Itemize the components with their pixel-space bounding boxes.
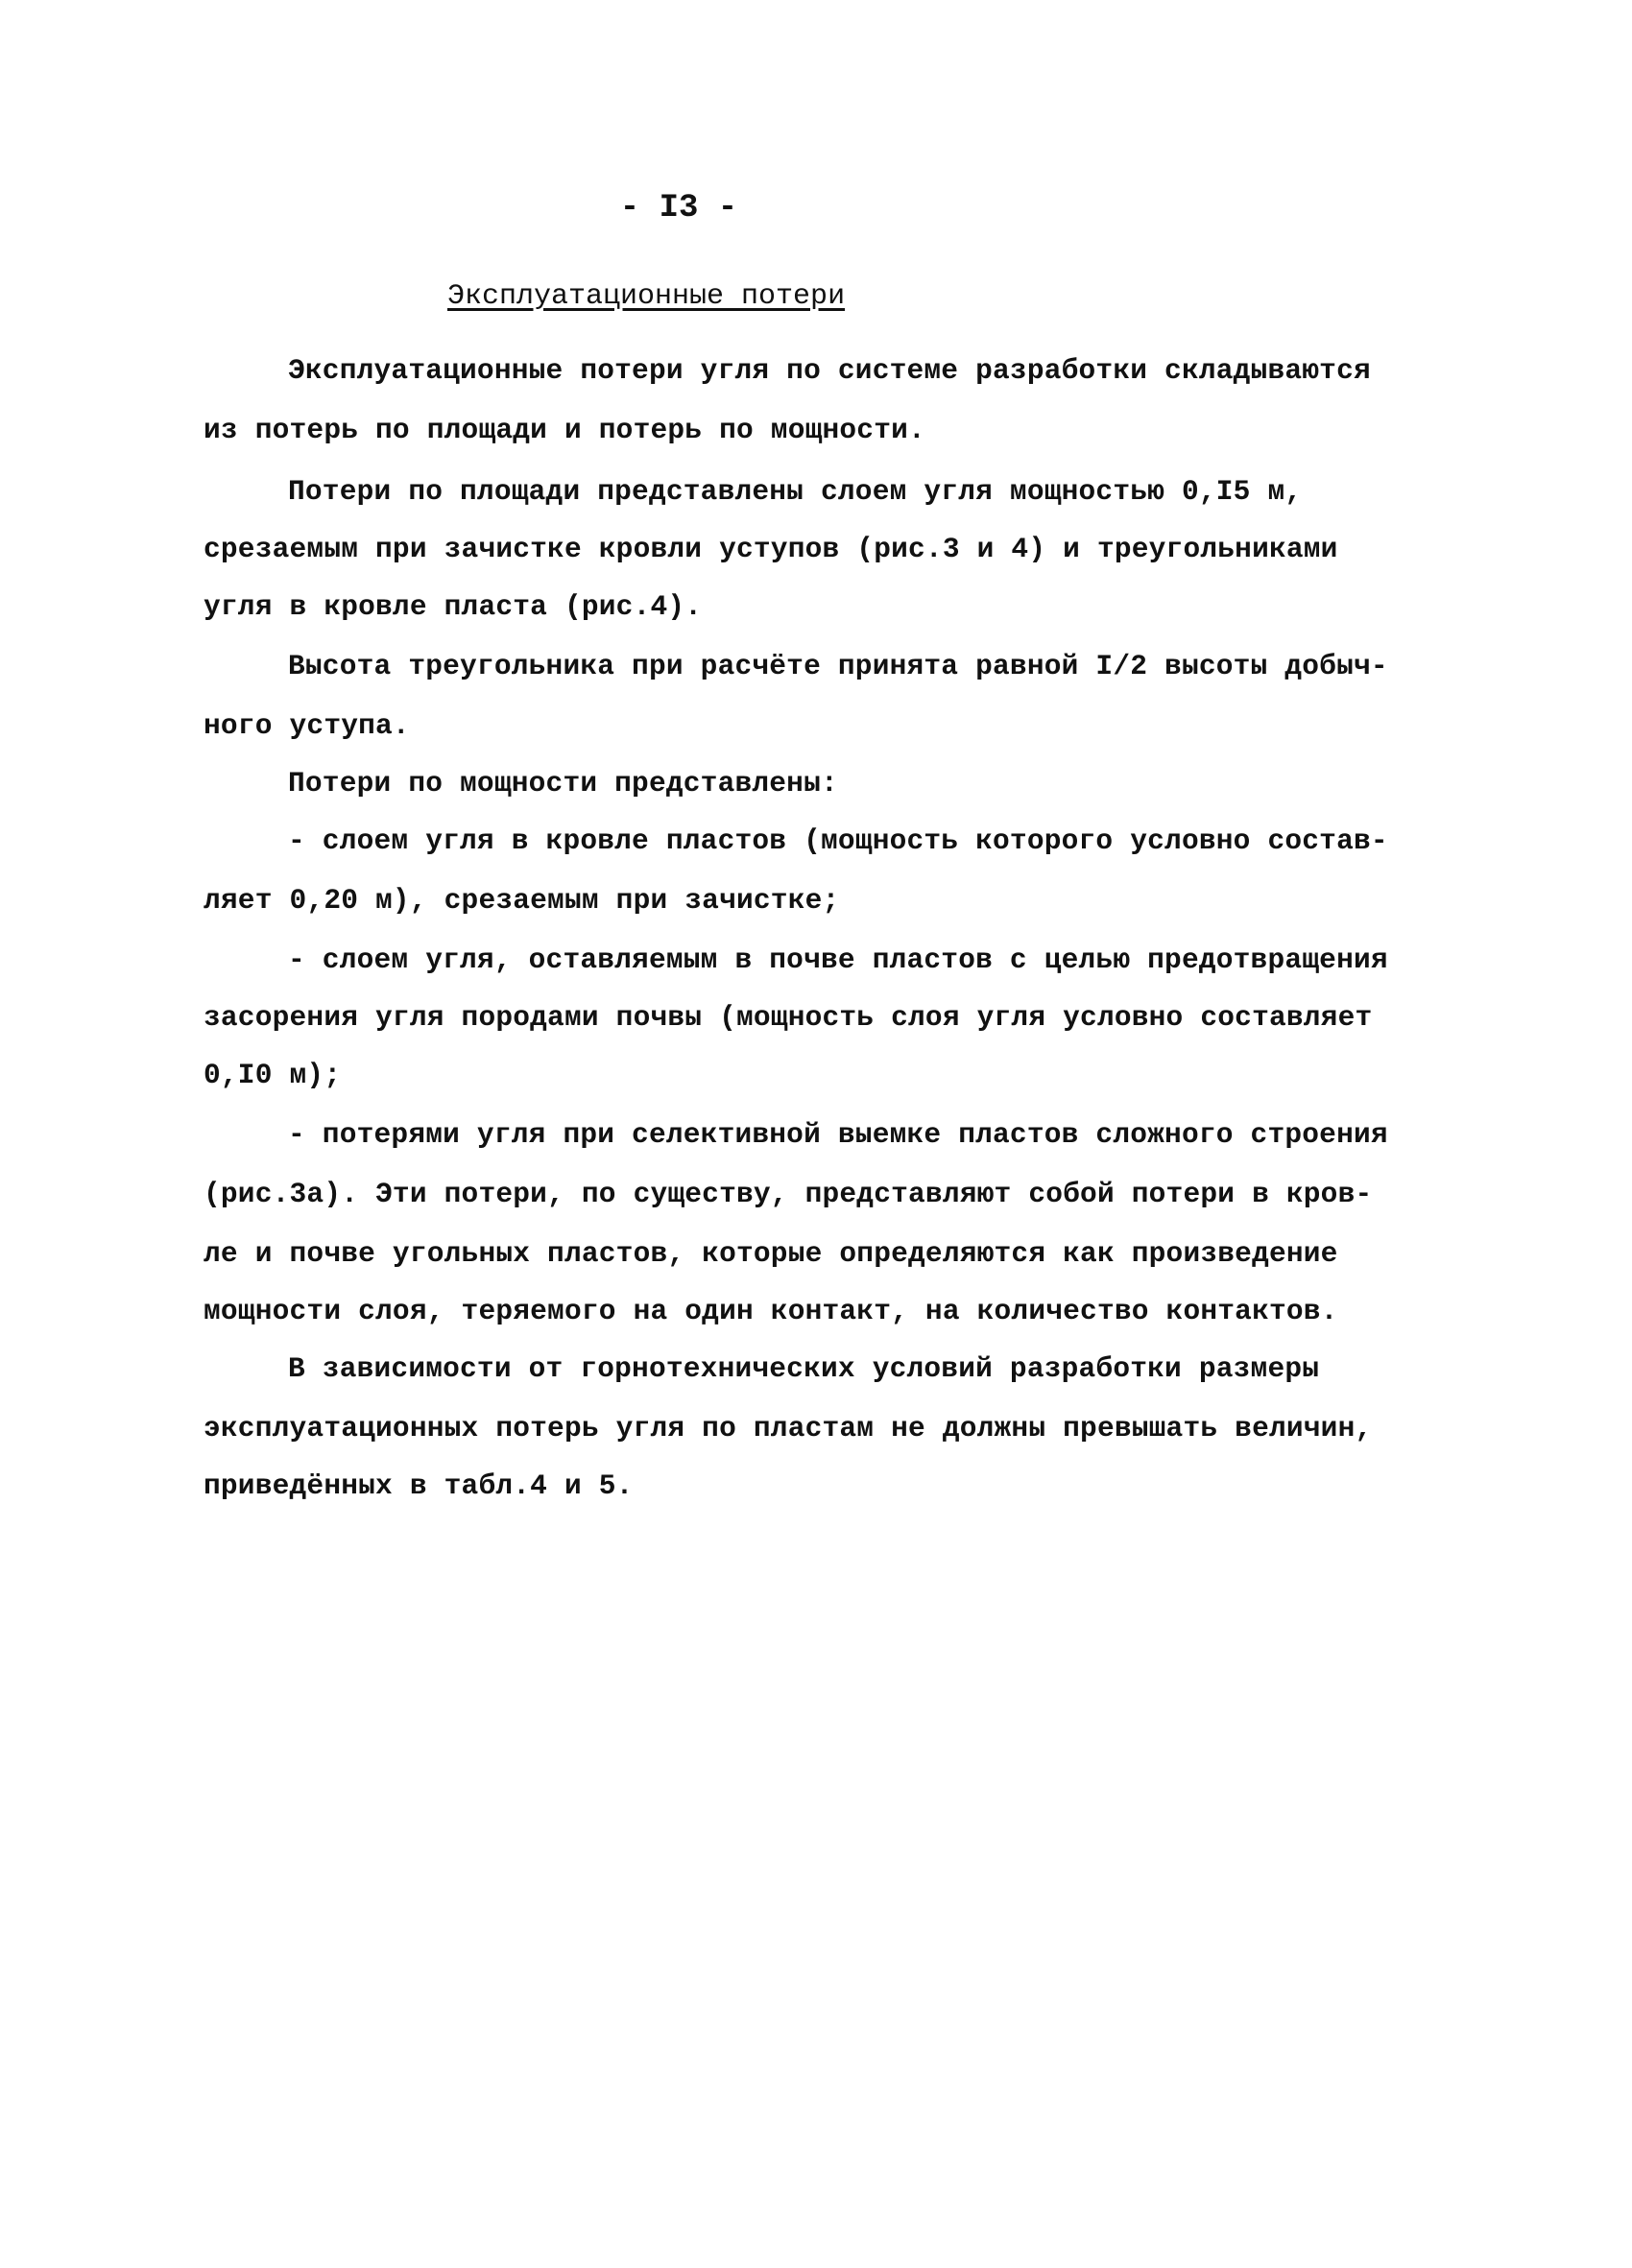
text-line: В зависимости от горнотехнических условий разработки размеры — [288, 1352, 1320, 1385]
text-line: Потери по площади представлены слоем угля мощностью 0,I5 м, — [288, 475, 1303, 508]
text-line: - слоем угля, оставляемым в почве пластов с целью предотвращения — [288, 943, 1388, 976]
text-line: Эксплуатационные потери угля по системе разработки складываются — [288, 354, 1371, 387]
section-title: Эксплуатационные потери — [447, 280, 846, 313]
page-number: - I3 - — [619, 190, 738, 227]
text-line: Потери по мощности представлены: — [288, 767, 838, 800]
text-line: приведённых в табл.4 и 5. — [204, 1469, 634, 1502]
text-line: ляет 0,20 м), срезаемым при зачистке; — [204, 884, 840, 917]
text-line: засорения угля породами почвы (мощность слоя угля условно составляет — [204, 1001, 1373, 1034]
text-line: из потерь по площади и потерь по мощности. — [204, 414, 925, 446]
text-line: (рис.3а). Эти потери, по существу, представляют собой потери в кров- — [204, 1178, 1373, 1210]
text-line: эксплуатационных потерь угля по пластам не должны превышать величин, — [204, 1412, 1373, 1444]
text-line: ле и почве угольных пластов, которые определяются как произведение — [204, 1237, 1338, 1270]
text-line: Высота треугольника при расчёте принята равной I/2 высоты добыч- — [288, 650, 1388, 682]
text-line: ного уступа. — [204, 709, 410, 742]
text-line: угля в кровле пласта (рис.4). — [204, 590, 703, 623]
text-line: 0,I0 м); — [204, 1059, 342, 1091]
text-line: - слоем угля в кровле пластов (мощность которого условно состав- — [288, 824, 1388, 857]
text-line: - потерями угля при селективной выемке пластов сложного строения — [288, 1118, 1388, 1151]
text-line: срезаемым при зачистке кровли уступов (рис.3 и 4) и треугольниками — [204, 533, 1338, 565]
text-line: мощности слоя, теряемого на один контакт, на количество контактов. — [204, 1295, 1338, 1327]
